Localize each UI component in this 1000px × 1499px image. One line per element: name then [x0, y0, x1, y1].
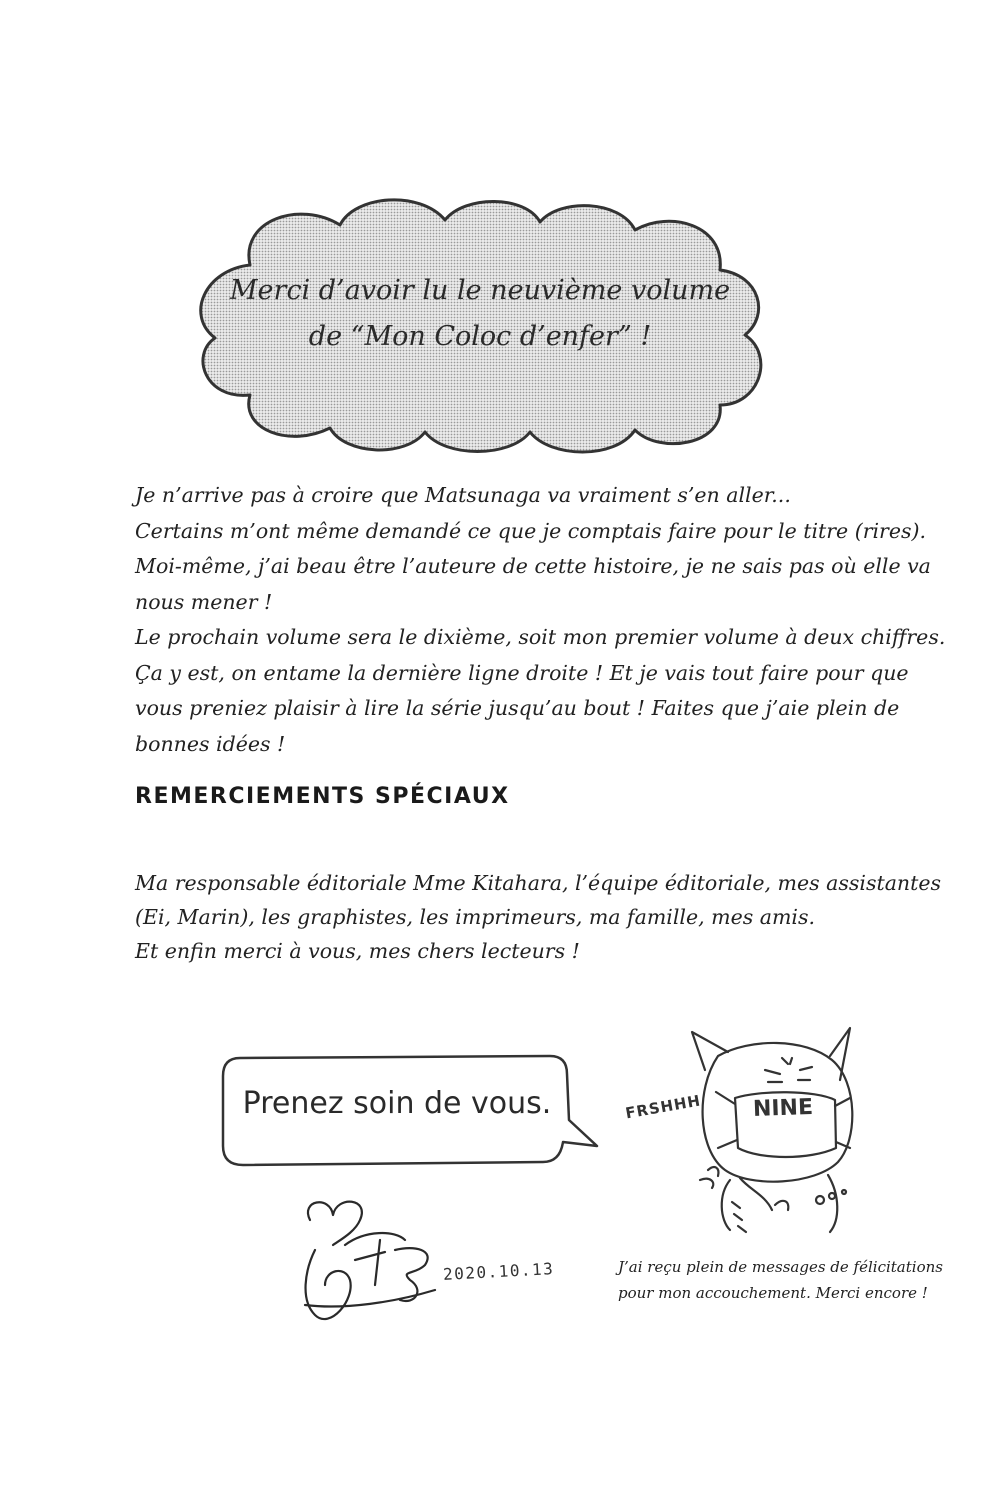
caption-line: pour mon accouchement. Merci encore !	[618, 1284, 928, 1302]
body-line: vous preniez plaisir à lire la série jusqu’au bout ! Faites que j’aie plein de	[135, 696, 900, 720]
body-line: Je n’arrive pas à croire que Matsunaga va vraiment s’en aller...	[135, 483, 791, 507]
special-thanks-heading: REMERCIEMENTS SPÉCIAUX	[135, 784, 510, 809]
thanks-line: Et enfin merci à vous, mes chers lecteurs !	[135, 939, 580, 963]
cloud-message	[180, 268, 780, 360]
body-line: bonnes idées !	[135, 731, 286, 756]
thanks-line: Ma responsable éditoriale Mme Kitahara, l’équipe éditoriale, mes assistantes	[135, 871, 942, 895]
handwritten-signature-icon	[285, 1190, 445, 1330]
cat-with-mask-icon	[600, 1020, 870, 1250]
cat-caption	[618, 1254, 948, 1306]
mask-label: NINE	[752, 1094, 814, 1123]
body-line: Le prochain volume sera le dixième, soit mon premier volume à deux chiffres.	[135, 625, 946, 649]
cloud-line-1: Merci d’avoir lu le neuvième volume	[229, 275, 731, 306]
afterword-body	[135, 478, 946, 762]
special-thanks-body	[135, 866, 942, 968]
caption-line: J’ai reçu plein de messages de félicitations	[618, 1258, 943, 1276]
cloud-line-2: de “Mon Coloc d’enfer” !	[308, 321, 652, 352]
signature-date: 2020.10.13	[442, 1259, 555, 1284]
body-line: Ça y est, on entame la dernière ligne droite ! Et je vais tout faire pour que	[135, 660, 909, 685]
body-line: Moi-même, j’ai beau être l’auteure de cette histoire, je ne sais pas où elle va	[135, 554, 931, 578]
speech-bubble-text: Prenez soin de vous.	[242, 1086, 552, 1121]
body-line: nous mener !	[135, 589, 273, 614]
sound-effect-text: FRSHHH	[624, 1091, 703, 1123]
body-line: Certains m’ont même demandé ce que je comptais faire pour le titre (rires).	[135, 518, 927, 543]
thanks-line: (Ei, Marin), les graphistes, les imprimeurs, ma famille, mes amis.	[135, 905, 815, 929]
